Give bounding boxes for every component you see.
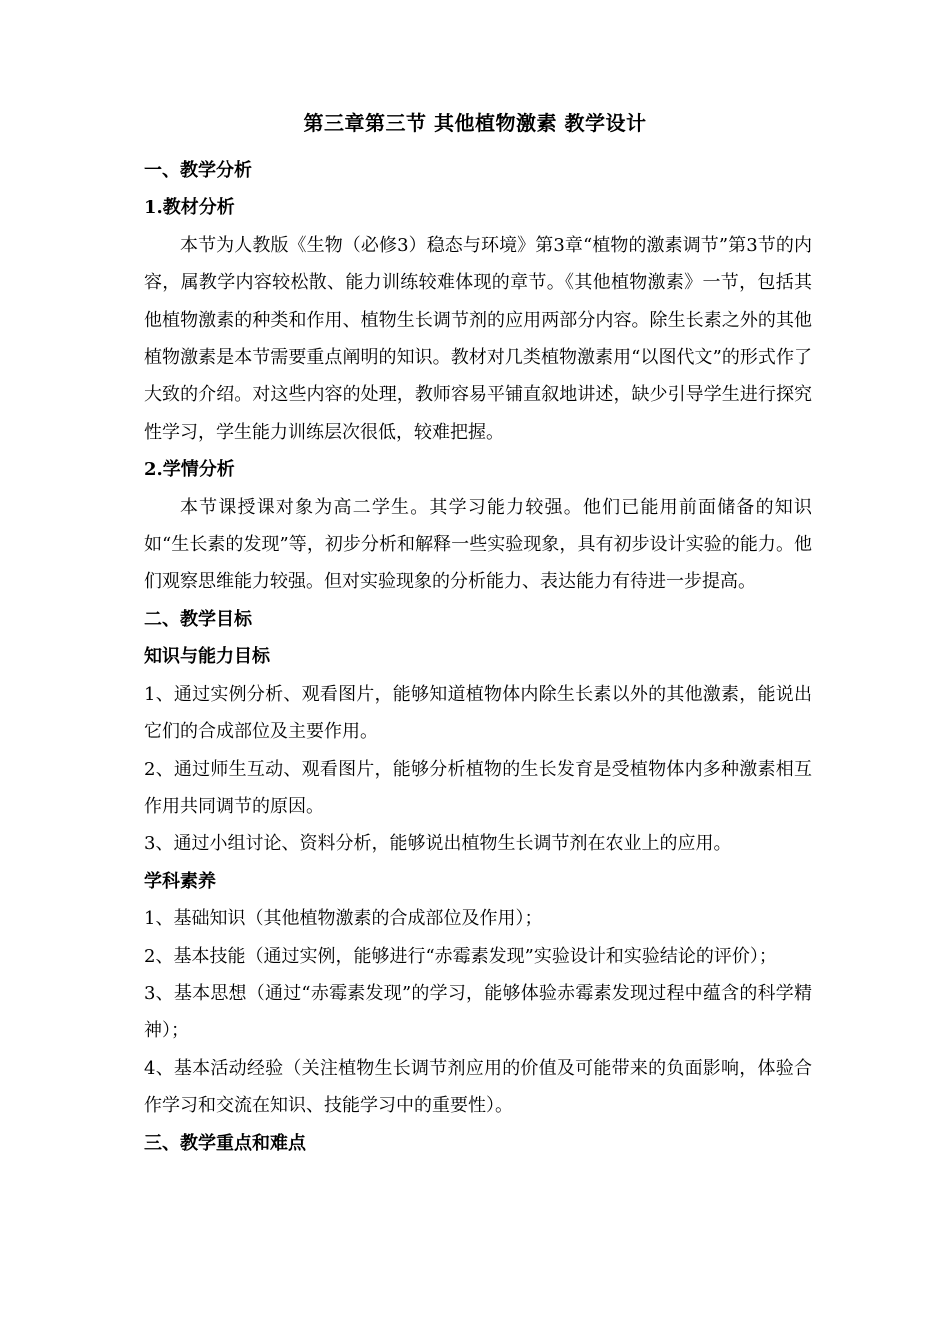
literacy-item: 2、基本技能（通过实例，能够进行“赤霉素发现”实验设计和实验结论的评价）； xyxy=(144,945,777,967)
literacy-item: 3、基本思想（通过“赤霉素发现”的学习，能够体验赤霉素发现过程中蕴含的科学精神）； xyxy=(144,982,812,1042)
subsection-heading-literacy: 学科素养 xyxy=(144,870,216,892)
knowledge-objective-item: 1、通过实例分析、观看图片，能够知道植物体内除生长素以外的其他激素，能说出它们的合成部位及主要作用。 xyxy=(144,683,812,743)
literacy-item: 4、基本活动经验（关注植物生长调节剂应用的价值及可能带来的负面影响，体验合作学习和交流在知识、技能学习中的重要性）。 xyxy=(144,1057,812,1117)
student-analysis-paragraph: 本节课授课对象为高二学生。其学习能力较强。他们已能用前面储备的知识如“生长素的发现”等，初步分析和解释一些实验现象，具有初步设计实验的能力。他们观察思维能力较强。但对实验现象的分析能力、表达能力有待进一步提高。 xyxy=(144,496,812,593)
section-heading-key-points: 三、教学重点和难点 xyxy=(144,1132,306,1154)
document-title: 第三章第三节 其他植物激素 教学设计 xyxy=(303,111,647,135)
section-heading-objectives: 二、教学目标 xyxy=(144,608,252,630)
subsection-heading-students: 2.学情分析 xyxy=(144,459,235,481)
subsection-heading-knowledge: 知识与能力目标 xyxy=(144,646,270,668)
literacy-item: 1、基础知识（其他植物激素的合成部位及作用）； xyxy=(144,908,543,930)
section-heading-analysis: 一、教学分析 xyxy=(144,160,252,181)
document-body xyxy=(144,152,812,1162)
subsection-heading-textbook: 1.教材分析 xyxy=(144,197,235,219)
textbook-analysis-paragraph: 本节为人教版《生物（必修3）稳态与环境》第3章“植物的激素调节”第3节的内容，属教学内容较松散、能力训练较难体现的章节。《其他植物激素》一节，包括其他植物激素的种类和作用、植物生长调节剂的应用两部分内容。除生长素之外的其他植物激素是本节需要重点阐明的知识。教材对几类植物激素用“以图代文”的形式作了大致的介绍。对这些内容的处理，教师容易平铺直叙地讲述，缺少引导学生进行探究性学习，学生能力训练层次很低，较难把握。 xyxy=(144,234,812,443)
knowledge-objective-item: 3、通过小组讨论、资料分析，能够说出植物生长调节剂在农业上的应用。 xyxy=(144,833,732,855)
knowledge-objective-item: 2、通过师生互动、观看图片，能够分析植物的生长发育是受植物体内多种激素相互作用共同调节的原因。 xyxy=(144,758,812,817)
